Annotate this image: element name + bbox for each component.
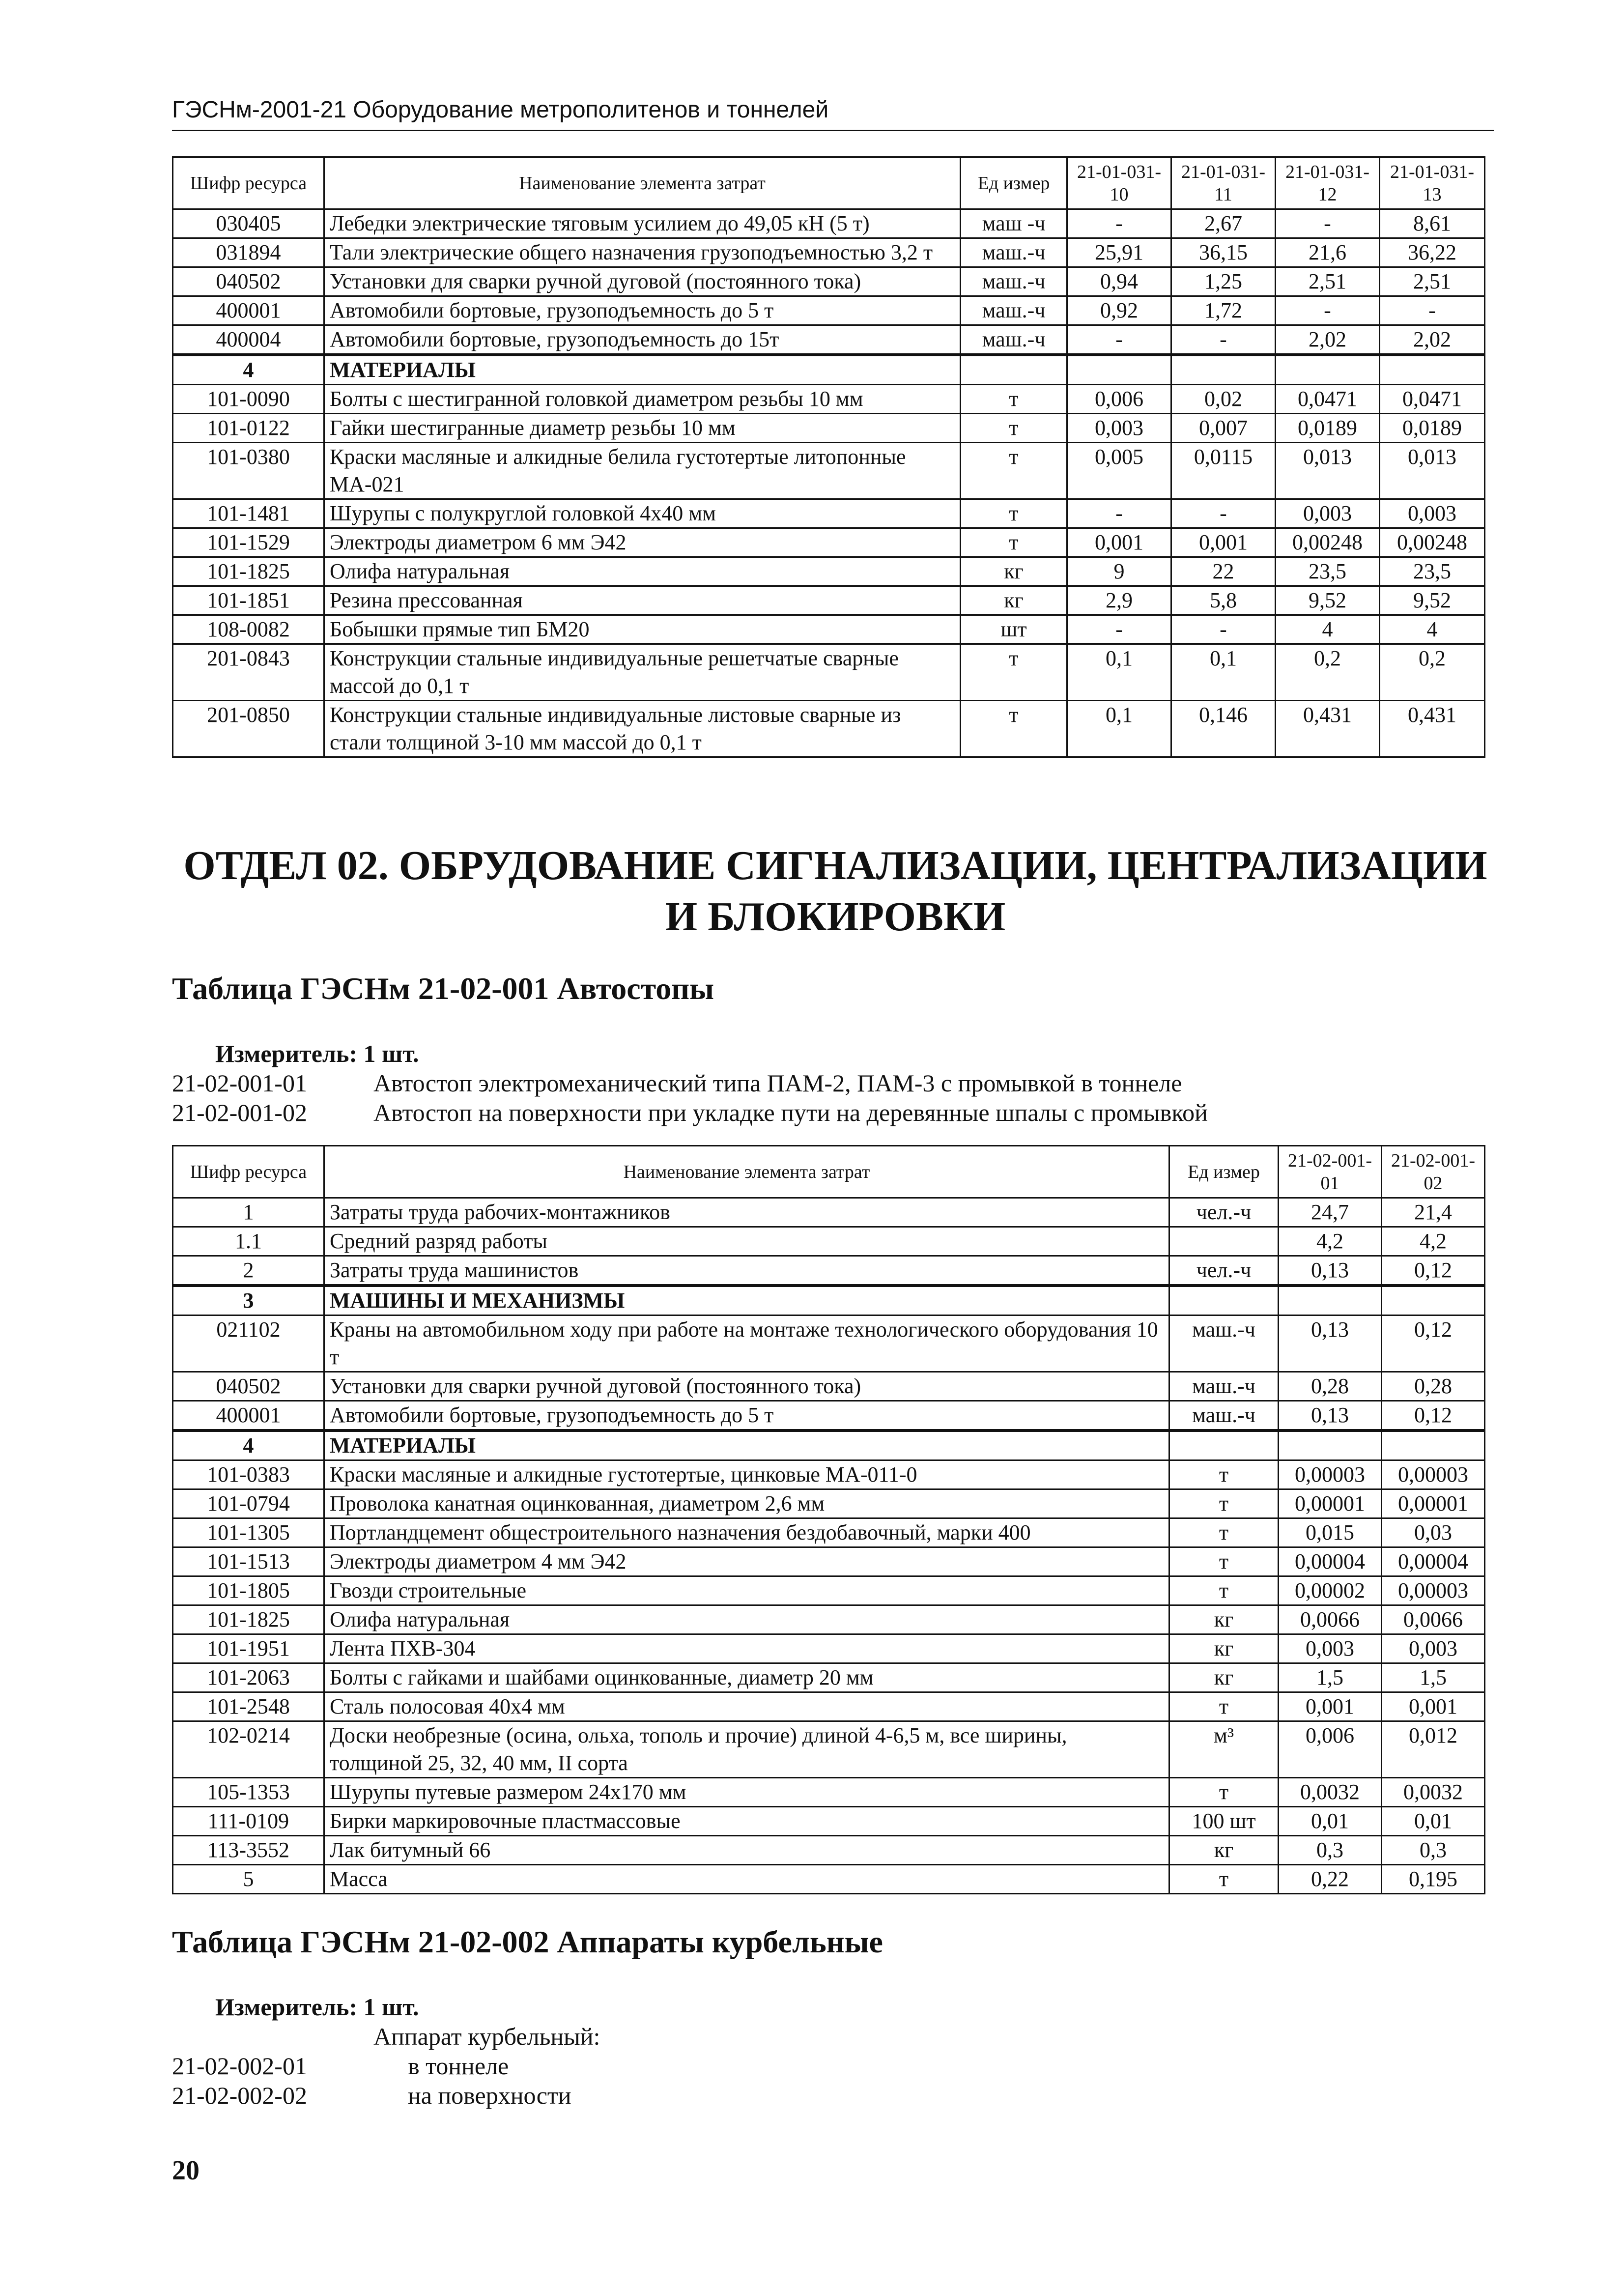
column-header: 21-02-001-02 bbox=[1382, 1146, 1485, 1198]
resource-code-cell: 101-1805 bbox=[173, 1576, 324, 1605]
value-cell: 0,00003 bbox=[1279, 1460, 1382, 1489]
measure-line bbox=[215, 1993, 419, 2021]
value-cell: 0,001 bbox=[1382, 1692, 1485, 1721]
value-cell: 0,12 bbox=[1382, 1401, 1485, 1431]
value-cell: 0,3 bbox=[1279, 1836, 1382, 1865]
value-cell bbox=[1382, 1286, 1485, 1316]
value-cell: 0,92 bbox=[1067, 296, 1171, 325]
value-cell: 0,0032 bbox=[1279, 1778, 1382, 1807]
table-row bbox=[173, 1547, 1485, 1576]
resource-table-21-02-001 bbox=[172, 1145, 1485, 1894]
value-cell: 0,431 bbox=[1276, 701, 1380, 757]
value-cell: 0,195 bbox=[1382, 1865, 1485, 1894]
resource-code-cell: 101-2548 bbox=[173, 1692, 324, 1721]
page-header: ГЭСНм-2001-21 Оборудование метрополитенов и тоннелей bbox=[172, 97, 829, 123]
value-cell: 22 bbox=[1171, 557, 1276, 586]
column-header: 21-01-031-12 bbox=[1276, 157, 1380, 209]
table-row bbox=[173, 414, 1485, 443]
unit-cell: т bbox=[1169, 1547, 1279, 1576]
table-row bbox=[173, 209, 1485, 238]
resource-code-cell: 400004 bbox=[173, 325, 324, 355]
resource-name-cell: Электроды диаметром 4 мм Э42 bbox=[324, 1547, 1169, 1576]
value-cell: 1,72 bbox=[1171, 296, 1276, 325]
resource-name-cell: МАТЕРИАЛЫ bbox=[324, 355, 961, 385]
value-cell: 4,2 bbox=[1382, 1227, 1485, 1256]
unit-cell bbox=[961, 355, 1067, 385]
unit-cell: маш.-ч bbox=[961, 238, 1067, 267]
value-cell: 0,13 bbox=[1279, 1316, 1382, 1372]
resource-name-cell: Бирки маркировочные пластмассовые bbox=[324, 1807, 1169, 1836]
value-cell: 0,03 bbox=[1382, 1518, 1485, 1547]
page-number: 20 bbox=[172, 2155, 199, 2186]
value-cell: 0,22 bbox=[1279, 1865, 1382, 1894]
table-row bbox=[173, 238, 1485, 267]
unit-cell: т bbox=[1169, 1692, 1279, 1721]
unit-cell: маш.-ч bbox=[1169, 1401, 1279, 1431]
table-row bbox=[173, 1865, 1485, 1894]
value-cell: 0,431 bbox=[1380, 701, 1485, 757]
value-cell: 23,5 bbox=[1276, 557, 1380, 586]
value-cell: 36,22 bbox=[1380, 238, 1485, 267]
resource-code-cell: 2 bbox=[173, 1256, 324, 1286]
value-cell: 36,15 bbox=[1171, 238, 1276, 267]
value-cell: 23,5 bbox=[1380, 557, 1485, 586]
unit-cell: кг bbox=[1169, 1663, 1279, 1692]
table-row bbox=[173, 267, 1485, 296]
resource-name-cell: Средний разряд работы bbox=[324, 1227, 1169, 1256]
table-row bbox=[173, 325, 1485, 355]
table-row bbox=[173, 1401, 1485, 1431]
resource-table-21-01-031 bbox=[172, 156, 1485, 758]
value-cell: 0,013 bbox=[1380, 443, 1485, 499]
value-cell: 2,51 bbox=[1380, 267, 1485, 296]
resource-code-cell: 101-1481 bbox=[173, 499, 324, 528]
unit-cell: т bbox=[961, 414, 1067, 443]
resource-name-cell: Затраты труда рабочих-монтажников bbox=[324, 1198, 1169, 1227]
column-header: Ед измер bbox=[961, 157, 1067, 209]
value-cell bbox=[1171, 355, 1276, 385]
value-cell: 0,00248 bbox=[1276, 528, 1380, 557]
resource-code-cell: 021102 bbox=[173, 1316, 324, 1372]
unit-cell: маш.-ч bbox=[1169, 1316, 1279, 1372]
column-header: Шифр ресурса bbox=[173, 157, 324, 209]
value-cell: 0,146 bbox=[1171, 701, 1276, 757]
table-row bbox=[173, 1692, 1485, 1721]
value-cell: 0,0115 bbox=[1171, 443, 1276, 499]
measure-label: Измеритель: bbox=[215, 1040, 358, 1067]
table-row bbox=[173, 355, 1485, 385]
resource-name-cell: Лак битумный 66 bbox=[324, 1836, 1169, 1865]
value-cell: 0,013 bbox=[1276, 443, 1380, 499]
resource-code-cell: 1 bbox=[173, 1198, 324, 1227]
value-cell: - bbox=[1276, 209, 1380, 238]
unit-cell: т bbox=[1169, 1460, 1279, 1489]
value-cell: 0,00001 bbox=[1279, 1489, 1382, 1518]
column-header: 21-01-031-13 bbox=[1380, 157, 1485, 209]
item-code: 21-02-002-02 bbox=[172, 2082, 307, 2109]
value-cell: 4,2 bbox=[1279, 1227, 1382, 1256]
resource-code-cell: 400001 bbox=[173, 1401, 324, 1431]
value-cell: 0,006 bbox=[1067, 385, 1171, 414]
resource-name-cell: Бобышки прямые тип БМ20 bbox=[324, 615, 961, 644]
value-cell: 4 bbox=[1380, 615, 1485, 644]
value-cell: 0,00002 bbox=[1279, 1576, 1382, 1605]
resource-code-cell: 113-3552 bbox=[173, 1836, 324, 1865]
item-text: на поверхности bbox=[408, 2082, 571, 2109]
item-text: Автостоп на поверхности при укладке пути на деревянные шпалы с промывкой bbox=[373, 1099, 1208, 1126]
value-cell bbox=[1380, 355, 1485, 385]
measure-value: 1 шт. bbox=[363, 1040, 419, 1067]
resource-code-cell: 201-0843 bbox=[173, 644, 324, 701]
value-cell: - bbox=[1067, 615, 1171, 644]
value-cell: 0,0471 bbox=[1276, 385, 1380, 414]
resource-code-cell: 101-0380 bbox=[173, 443, 324, 499]
value-cell: 2,67 bbox=[1171, 209, 1276, 238]
column-header: Шифр ресурса bbox=[173, 1146, 324, 1198]
unit-cell: т bbox=[961, 701, 1067, 757]
resource-name-cell: Конструкции стальные индивидуальные решетчатые сварные массой до 0,1 т bbox=[324, 644, 961, 701]
table-row bbox=[173, 1605, 1485, 1634]
table-row bbox=[173, 1460, 1485, 1489]
unit-cell: кг bbox=[1169, 1836, 1279, 1865]
table-row bbox=[173, 1430, 1485, 1460]
value-cell: 0,00004 bbox=[1382, 1547, 1485, 1576]
resource-name-cell: Электроды диаметром 6 мм Э42 bbox=[324, 528, 961, 557]
value-cell: 0,1 bbox=[1067, 644, 1171, 701]
value-cell: 0,12 bbox=[1382, 1256, 1485, 1286]
table-row bbox=[173, 385, 1485, 414]
unit-cell: кг bbox=[1169, 1605, 1279, 1634]
value-cell: 0,00004 bbox=[1279, 1547, 1382, 1576]
value-cell: 0,001 bbox=[1067, 528, 1171, 557]
value-cell: 0,12 bbox=[1382, 1316, 1485, 1372]
value-cell: 0,012 bbox=[1382, 1721, 1485, 1778]
resource-code-cell: 105-1353 bbox=[173, 1778, 324, 1807]
unit-cell: т bbox=[961, 443, 1067, 499]
value-cell: - bbox=[1276, 296, 1380, 325]
table-row bbox=[173, 644, 1485, 701]
unit-cell bbox=[1169, 1227, 1279, 1256]
value-cell: 0,0066 bbox=[1279, 1605, 1382, 1634]
table-row bbox=[173, 1518, 1485, 1547]
value-cell: 0,1 bbox=[1067, 701, 1171, 757]
unit-cell: кг bbox=[1169, 1634, 1279, 1663]
resource-name-cell: Тали электрические общего назначения грузоподъемностью 3,2 т bbox=[324, 238, 961, 267]
value-cell: 0,003 bbox=[1279, 1634, 1382, 1663]
resource-name-cell: Болты с гайками и шайбами оцинкованные, диаметр 20 мм bbox=[324, 1663, 1169, 1692]
column-header: 21-01-031-10 bbox=[1067, 157, 1171, 209]
unit-cell bbox=[1169, 1286, 1279, 1316]
resource-code-cell: 5 bbox=[173, 1865, 324, 1894]
resource-name-cell: Проволока канатная оцинкованная, диаметром 2,6 мм bbox=[324, 1489, 1169, 1518]
unit-cell: чел.-ч bbox=[1169, 1256, 1279, 1286]
table-row bbox=[173, 1576, 1485, 1605]
value-cell: 0,015 bbox=[1279, 1518, 1382, 1547]
value-cell: 0,001 bbox=[1171, 528, 1276, 557]
item-code: 21-02-001-02 bbox=[172, 1099, 307, 1126]
value-cell: 0,003 bbox=[1380, 499, 1485, 528]
unit-cell: т bbox=[961, 385, 1067, 414]
value-cell: 0,01 bbox=[1382, 1807, 1485, 1836]
value-cell: 0,3 bbox=[1382, 1836, 1485, 1865]
table-row bbox=[173, 1634, 1485, 1663]
value-cell bbox=[1279, 1430, 1382, 1460]
column-header: Наименование элемента затрат bbox=[324, 1146, 1169, 1198]
resource-name-cell: Резина прессованная bbox=[324, 586, 961, 615]
unit-cell: маш.-ч bbox=[961, 325, 1067, 355]
resource-code-cell: 102-0214 bbox=[173, 1721, 324, 1778]
unit-cell: 100 шт bbox=[1169, 1807, 1279, 1836]
value-cell: 0,0032 bbox=[1382, 1778, 1485, 1807]
table-header-row bbox=[173, 157, 1485, 209]
value-cell: 0,2 bbox=[1380, 644, 1485, 701]
unit-cell: т bbox=[1169, 1778, 1279, 1807]
value-cell: 0,1 bbox=[1171, 644, 1276, 701]
unit-cell: кг bbox=[961, 586, 1067, 615]
value-cell bbox=[1279, 1286, 1382, 1316]
resource-code-cell: 1.1 bbox=[173, 1227, 324, 1256]
measure-label: Измеритель: bbox=[215, 1993, 358, 2021]
unit-cell: м³ bbox=[1169, 1721, 1279, 1778]
resource-name-cell: МАТЕРИАЛЫ bbox=[324, 1430, 1169, 1460]
resource-code-cell: 101-0090 bbox=[173, 385, 324, 414]
column-header: 21-02-001-01 bbox=[1279, 1146, 1382, 1198]
unit-cell: маш.-ч bbox=[961, 296, 1067, 325]
value-cell: 25,91 bbox=[1067, 238, 1171, 267]
measure-value: 1 шт. bbox=[363, 1993, 419, 2021]
resource-code-cell: 101-1513 bbox=[173, 1547, 324, 1576]
resource-code-cell: 4 bbox=[173, 355, 324, 385]
value-cell: 4 bbox=[1276, 615, 1380, 644]
value-cell: 0,007 bbox=[1171, 414, 1276, 443]
value-cell: 21,4 bbox=[1382, 1198, 1485, 1227]
resource-name-cell: Сталь полосовая 40х4 мм bbox=[324, 1692, 1169, 1721]
table-row bbox=[173, 1489, 1485, 1518]
table-row bbox=[173, 701, 1485, 757]
value-cell: 2,51 bbox=[1276, 267, 1380, 296]
value-cell: 0,003 bbox=[1067, 414, 1171, 443]
table-row bbox=[173, 586, 1485, 615]
value-cell: 9,52 bbox=[1380, 586, 1485, 615]
value-cell: - bbox=[1380, 296, 1485, 325]
value-cell: 5,8 bbox=[1171, 586, 1276, 615]
value-cell: 9 bbox=[1067, 557, 1171, 586]
resource-name-cell: Затраты труда машинистов bbox=[324, 1256, 1169, 1286]
unit-cell: шт bbox=[961, 615, 1067, 644]
table-row bbox=[173, 1836, 1485, 1865]
resource-code-cell: 101-0383 bbox=[173, 1460, 324, 1489]
resource-name-cell: Болты с шестигранной головкой диаметром резьбы 10 мм bbox=[324, 385, 961, 414]
value-cell bbox=[1067, 355, 1171, 385]
measure-line bbox=[215, 1039, 419, 1068]
resource-code-cell: 101-0122 bbox=[173, 414, 324, 443]
resource-code-cell: 400001 bbox=[173, 296, 324, 325]
value-cell: 8,61 bbox=[1380, 209, 1485, 238]
value-cell: 0,02 bbox=[1171, 385, 1276, 414]
value-cell bbox=[1276, 355, 1380, 385]
value-cell: 0,0189 bbox=[1276, 414, 1380, 443]
unit-cell: маш.-ч bbox=[1169, 1372, 1279, 1401]
resource-name-cell: Краски масляные и алкидные густотертые, цинковые МА-011-0 bbox=[324, 1460, 1169, 1489]
value-cell: 24,7 bbox=[1279, 1198, 1382, 1227]
resource-code-cell: 101-1529 bbox=[173, 528, 324, 557]
resource-name-cell: Установки для сварки ручной дуговой (постоянного тока) bbox=[324, 1372, 1169, 1401]
table-row bbox=[173, 499, 1485, 528]
value-cell: - bbox=[1171, 615, 1276, 644]
resource-name-cell: Лента ПХВ-304 bbox=[324, 1634, 1169, 1663]
resource-code-cell: 031894 bbox=[173, 238, 324, 267]
column-header: Наименование элемента затрат bbox=[324, 157, 961, 209]
value-cell: 9,52 bbox=[1276, 586, 1380, 615]
section-title: ОТДЕЛ 02. ОБРУДОВАНИЕ СИГНАЛИЗАЦИИ, ЦЕНТРАЛИЗАЦИИ И БЛОКИРОВКИ bbox=[183, 843, 1487, 940]
value-cell: 0,2 bbox=[1276, 644, 1380, 701]
column-header: 21-01-031-11 bbox=[1171, 157, 1276, 209]
value-cell: 2,02 bbox=[1276, 325, 1380, 355]
resource-code-cell: 101-1305 bbox=[173, 1518, 324, 1547]
value-cell: 0,13 bbox=[1279, 1401, 1382, 1431]
table-row bbox=[173, 1807, 1485, 1836]
value-cell bbox=[1382, 1430, 1485, 1460]
unit-cell bbox=[1169, 1430, 1279, 1460]
resource-code-cell: 101-0794 bbox=[173, 1489, 324, 1518]
value-cell: 1,25 bbox=[1171, 267, 1276, 296]
value-cell: 1,5 bbox=[1382, 1663, 1485, 1692]
value-cell: - bbox=[1171, 325, 1276, 355]
item-group: Аппарат курбельный: bbox=[373, 2023, 600, 2050]
value-cell: - bbox=[1067, 209, 1171, 238]
resource-name-cell: Шурупы с полукруглой головкой 4х40 мм bbox=[324, 499, 961, 528]
resource-name-cell: Гвозди строительные bbox=[324, 1576, 1169, 1605]
resource-name-cell: Олифа натуральная bbox=[324, 1605, 1169, 1634]
resource-name-cell: Гайки шестигранные диаметр резьбы 10 мм bbox=[324, 414, 961, 443]
table-row bbox=[173, 1663, 1485, 1692]
table-row bbox=[173, 1316, 1485, 1372]
unit-cell: чел.-ч bbox=[1169, 1198, 1279, 1227]
table-header-row bbox=[173, 1146, 1485, 1198]
value-cell: 0,94 bbox=[1067, 267, 1171, 296]
value-cell: 0,003 bbox=[1382, 1634, 1485, 1663]
value-cell: 0,00248 bbox=[1380, 528, 1485, 557]
unit-cell: т bbox=[1169, 1576, 1279, 1605]
item-code: 21-02-002-01 bbox=[172, 2052, 307, 2080]
item-code: 21-02-001-01 bbox=[172, 1069, 307, 1097]
unit-cell: кг bbox=[961, 557, 1067, 586]
resource-name-cell: Установки для сварки ручной дуговой (постоянного тока) bbox=[324, 267, 961, 296]
table-row bbox=[173, 557, 1485, 586]
resource-code-cell: 030405 bbox=[173, 209, 324, 238]
resource-name-cell: Доски необрезные (осина, ольха, тополь и прочие) длиной 4-6,5 м, все ширины, толщиной 25, 32, 40 мм, II сорта bbox=[324, 1721, 1169, 1778]
resource-name-cell: Шурупы путевые размером 24х170 мм bbox=[324, 1778, 1169, 1807]
value-cell: 1,5 bbox=[1279, 1663, 1382, 1692]
resource-code-cell: 3 bbox=[173, 1286, 324, 1316]
resource-name-cell: Олифа натуральная bbox=[324, 557, 961, 586]
value-cell: 0,00003 bbox=[1382, 1576, 1485, 1605]
table-row bbox=[173, 615, 1485, 644]
value-cell: 0,001 bbox=[1279, 1692, 1382, 1721]
resource-name-cell: Автомобили бортовые, грузоподъемность до 5 т bbox=[324, 296, 961, 325]
table-row bbox=[173, 1227, 1485, 1256]
value-cell: 0,006 bbox=[1279, 1721, 1382, 1778]
table-title: Таблица ГЭСНм 21-02-001 Автостопы bbox=[172, 971, 714, 1006]
resource-code-cell: 111-0109 bbox=[173, 1807, 324, 1836]
item-text: в тоннеле bbox=[408, 2052, 509, 2080]
value-cell: - bbox=[1067, 499, 1171, 528]
table-row bbox=[173, 443, 1485, 499]
value-cell: 0,00001 bbox=[1382, 1489, 1485, 1518]
unit-cell: т bbox=[961, 528, 1067, 557]
resource-code-cell: 040502 bbox=[173, 267, 324, 296]
value-cell: 2,02 bbox=[1380, 325, 1485, 355]
resource-name-cell: Конструкции стальные индивидуальные листовые сварные из стали толщиной 3-10 мм массой до 0,1 т bbox=[324, 701, 961, 757]
value-cell: 0,28 bbox=[1382, 1372, 1485, 1401]
table-row bbox=[173, 1372, 1485, 1401]
column-header: Ед измер bbox=[1169, 1146, 1279, 1198]
resource-name-cell: Автомобили бортовые, грузоподъемность до 15т bbox=[324, 325, 961, 355]
unit-cell: т bbox=[961, 644, 1067, 701]
table-row bbox=[173, 1778, 1485, 1807]
resource-code-cell: 4 bbox=[173, 1430, 324, 1460]
unit-cell: т bbox=[1169, 1489, 1279, 1518]
value-cell: 21,6 bbox=[1276, 238, 1380, 267]
resource-name-cell: Краны на автомобильном ходу при работе на монтаже технологического оборудования 10 т bbox=[324, 1316, 1169, 1372]
resource-code-cell: 101-2063 bbox=[173, 1663, 324, 1692]
resource-code-cell: 101-1951 bbox=[173, 1634, 324, 1663]
value-cell: 0,01 bbox=[1279, 1807, 1382, 1836]
unit-cell: т bbox=[1169, 1865, 1279, 1894]
resource-name-cell: Автомобили бортовые, грузоподъемность до 5 т bbox=[324, 1401, 1169, 1431]
value-cell: 0,0189 bbox=[1380, 414, 1485, 443]
table-title: Таблица ГЭСНм 21-02-002 Аппараты курбельные bbox=[172, 1924, 883, 1959]
value-cell: 0,13 bbox=[1279, 1256, 1382, 1286]
unit-cell: т bbox=[1169, 1518, 1279, 1547]
value-cell: 0,0471 bbox=[1380, 385, 1485, 414]
resource-code-cell: 040502 bbox=[173, 1372, 324, 1401]
resource-code-cell: 101-1825 bbox=[173, 557, 324, 586]
value-cell: 0,00003 bbox=[1382, 1460, 1485, 1489]
resource-name-cell: Краски масляные и алкидные белила густотертые литопонные МА-021 bbox=[324, 443, 961, 499]
resource-code-cell: 101-1851 bbox=[173, 586, 324, 615]
resource-code-cell: 101-1825 bbox=[173, 1605, 324, 1634]
resource-name-cell: Портландцемент общестроительного назначения бездобавочный, марки 400 bbox=[324, 1518, 1169, 1547]
value-cell: 0,003 bbox=[1276, 499, 1380, 528]
value-cell: 2,9 bbox=[1067, 586, 1171, 615]
unit-cell: маш -ч bbox=[961, 209, 1067, 238]
unit-cell: маш.-ч bbox=[961, 267, 1067, 296]
table-row bbox=[173, 296, 1485, 325]
table-row bbox=[173, 528, 1485, 557]
value-cell: - bbox=[1067, 325, 1171, 355]
header-divider bbox=[172, 130, 1494, 131]
resource-code-cell: 108-0082 bbox=[173, 615, 324, 644]
resource-code-cell: 201-0850 bbox=[173, 701, 324, 757]
value-cell: - bbox=[1171, 499, 1276, 528]
table-row bbox=[173, 1198, 1485, 1227]
value-cell: 0,0066 bbox=[1382, 1605, 1485, 1634]
resource-name-cell: Лебедки электрические тяговым усилием до 49,05 кН (5 т) bbox=[324, 209, 961, 238]
value-cell: 0,005 bbox=[1067, 443, 1171, 499]
value-cell: 0,28 bbox=[1279, 1372, 1382, 1401]
unit-cell: т bbox=[961, 499, 1067, 528]
table-row bbox=[173, 1286, 1485, 1316]
resource-name-cell: Масса bbox=[324, 1865, 1169, 1894]
table-row bbox=[173, 1256, 1485, 1286]
resource-name-cell: МАШИНЫ И МЕХАНИЗМЫ bbox=[324, 1286, 1169, 1316]
table-row bbox=[173, 1721, 1485, 1778]
item-text: Автостоп электромеханический типа ПАМ-2, ПАМ-3 с промывкой в тоннеле bbox=[373, 1069, 1182, 1097]
